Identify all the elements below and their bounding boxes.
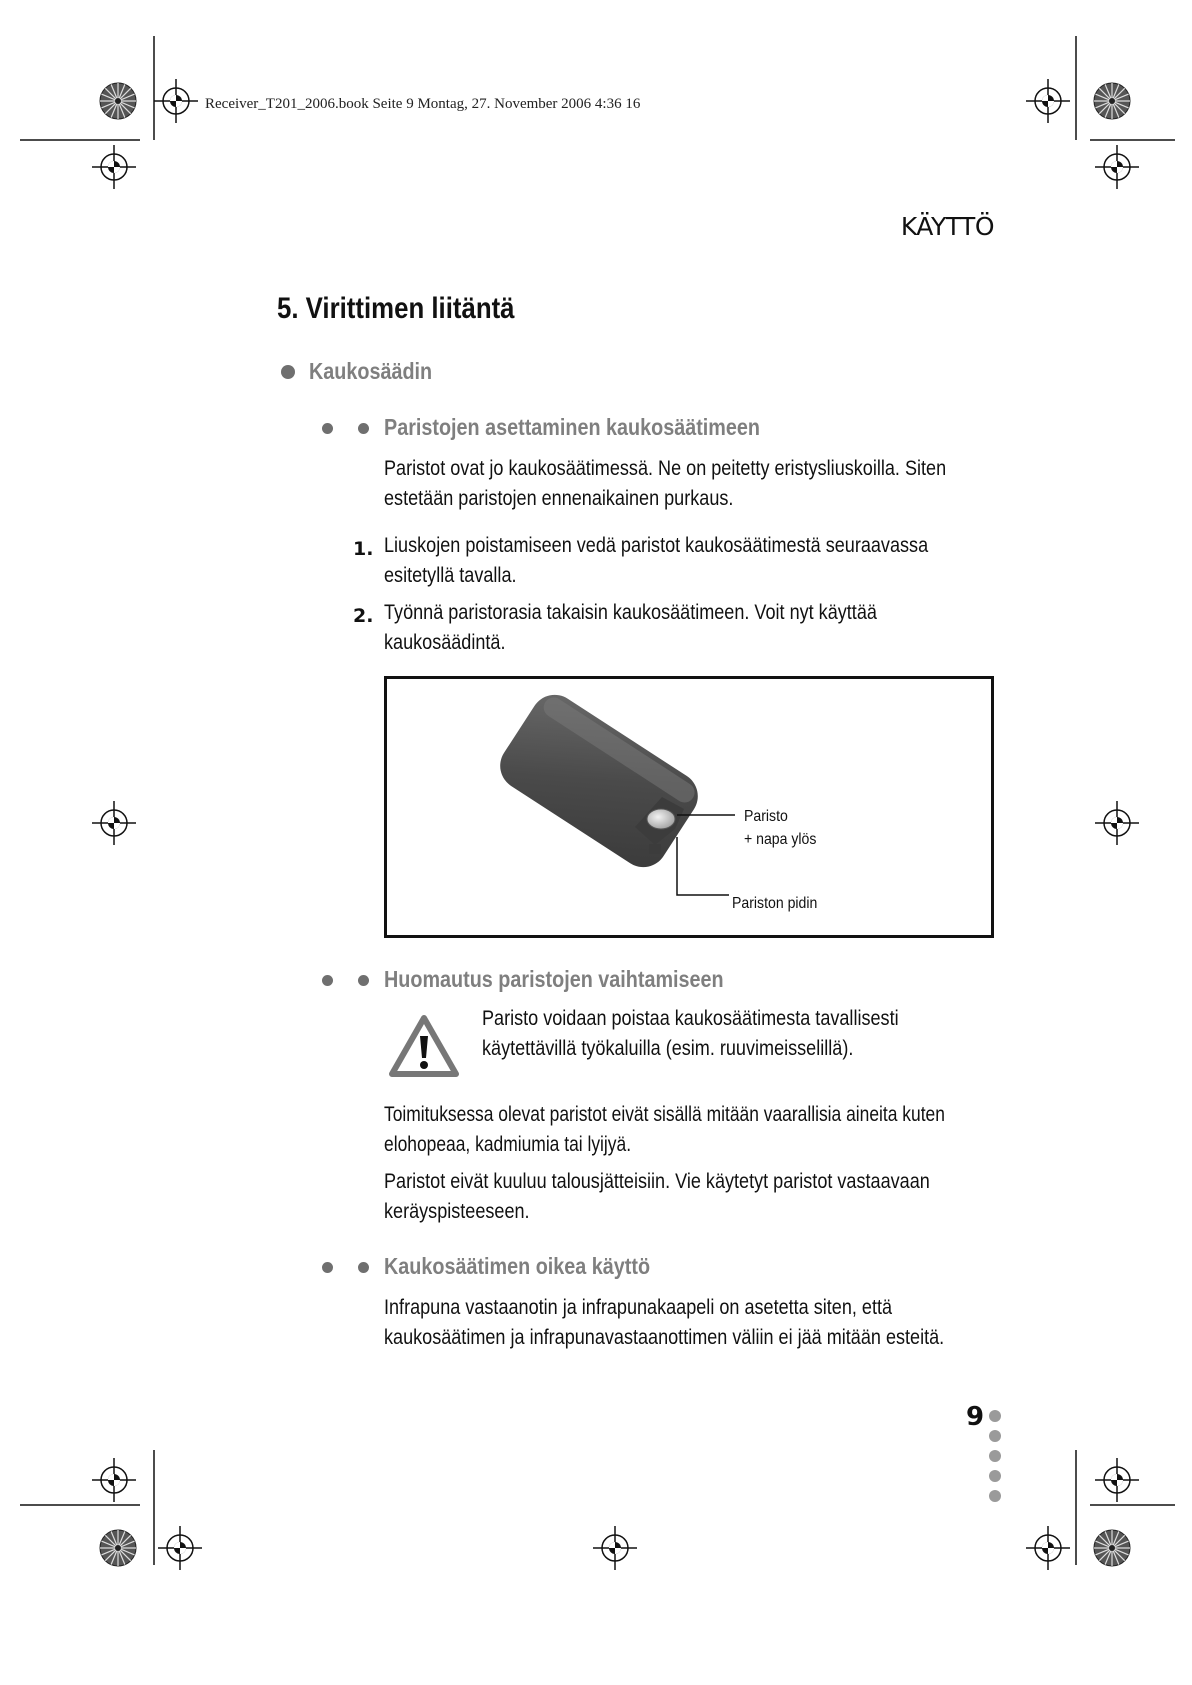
bullet-icon xyxy=(358,1262,369,1273)
bullet-icon xyxy=(358,975,369,986)
step-text: Liuskojen poistamiseen vedä paristot kaukosäätimestä seuraavassa esitetyllä tavalla. xyxy=(384,534,929,587)
paragraph: Infrapuna vastaanotin ja infrapunakaapeli on asetetta siten, että kaukosäätimen ja infrapunavastaanottimen väliin ei jää mitään esteitä. xyxy=(384,1296,945,1349)
page-number: 9 xyxy=(966,1402,985,1432)
figure-frame xyxy=(384,676,994,938)
paragraph: Paristot ovat jo kaukosäätimessä. Ne on peitetty eristysliuskoilla. Siten estetään paristojen ennenaikainen purkaus. xyxy=(384,457,947,510)
print-header: Receiver_T201_2006.book Seite 9 Montag, 27. November 2006 4:36 16 xyxy=(205,96,641,112)
page-dot-icon xyxy=(989,1490,1001,1502)
paragraph: Paristot eivät kuuluu talousjätteisiin. Vie käytetyt paristot vastaavaan keräyspisteeseen. xyxy=(384,1170,930,1223)
bullet-icon xyxy=(322,423,333,434)
bullet-icon xyxy=(322,975,333,986)
page-dot-icon xyxy=(989,1430,1001,1442)
subsection-heading: Huomautus paristojen vaihtamiseen xyxy=(384,966,724,992)
bullet-icon xyxy=(281,365,295,379)
chapter-title: 5. Virittimen liitäntä xyxy=(277,292,515,325)
subsection-heading: Kaukosäätimen oikea käyttö xyxy=(384,1253,651,1279)
callout-battery: Paristo + napa ylös xyxy=(744,808,817,848)
remote-control-image xyxy=(387,679,991,935)
step-number: 2. xyxy=(353,605,374,627)
step-text: Työnnä paristorasia takaisin kaukosäätimeen. Voit nyt käyttää kaukosäädintä. xyxy=(384,601,877,654)
paragraph: Toimituksessa olevat paristot eivät sisällä mitään vaarallisia aineita kuten elohopeaa, kadmiumia tai lyijyä. xyxy=(384,1103,945,1156)
section-label: KÄYTTÖ xyxy=(900,212,994,241)
step-number: 1. xyxy=(353,538,374,560)
page-dot-icon xyxy=(989,1450,1001,1462)
section-heading: Kaukosäädin xyxy=(309,358,433,384)
bullet-icon xyxy=(322,1262,333,1273)
page-dot-icon xyxy=(989,1470,1001,1482)
callout-holder: Pariston pidin xyxy=(732,895,818,912)
subsection-heading: Paristojen asettaminen kaukosäätimeen xyxy=(384,414,760,440)
warning-text: Paristo voidaan poistaa kaukosäätimesta tavallisesti käytettävillä työkaluilla (esim. ruuvimeisselillä). xyxy=(482,1007,899,1060)
page-dot-icon xyxy=(989,1410,1001,1422)
bullet-icon xyxy=(358,423,369,434)
warning-triangle-icon xyxy=(388,1014,460,1078)
